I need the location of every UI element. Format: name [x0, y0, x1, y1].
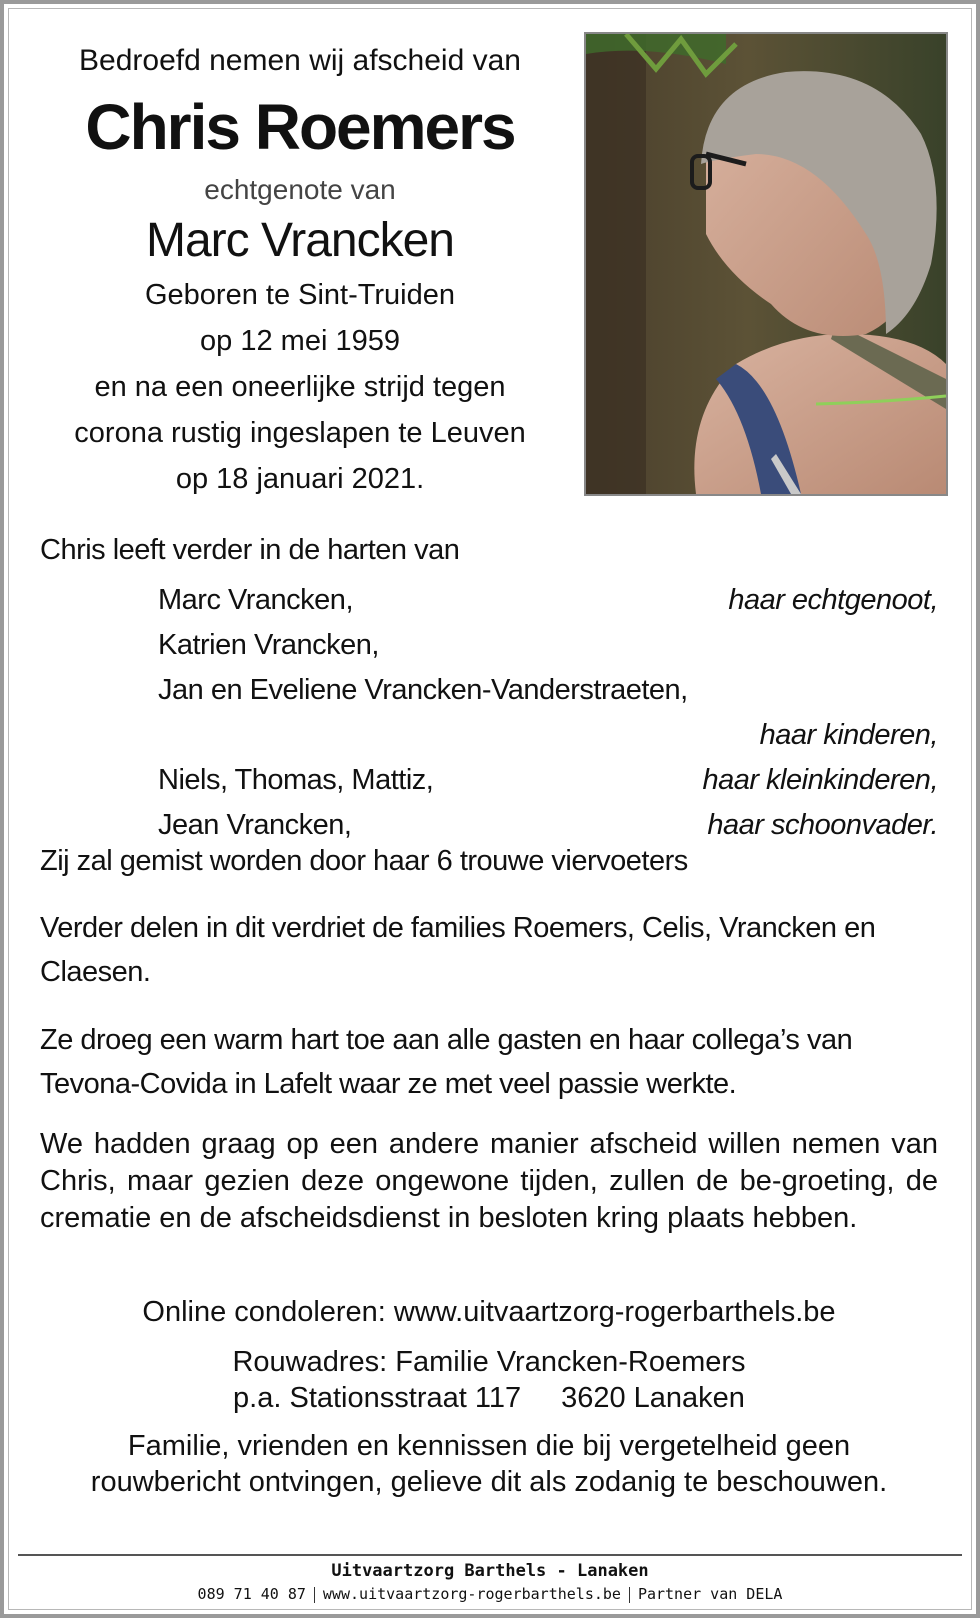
survivor-row: [158, 623, 938, 668]
passing-text: corona rustig ingeslapen te Leuven: [74, 417, 526, 449]
survivor-name: Jan en Eveliene Vrancken-Vanderstraeten,: [158, 674, 688, 706]
survivor-name: Jean Vrancken,: [158, 809, 352, 841]
survivor-relation: haar kinderen,: [759, 719, 938, 751]
funeral-home-title: Uitvaartzorg Barthels - Lanaken: [331, 1561, 649, 1581]
announcement-header: [40, 38, 560, 502]
survivor-relation: haar echtgenoot,: [728, 584, 938, 616]
portrait-photo: [584, 32, 948, 496]
notice-line-1: Familie, vrienden en kennissen die bij vergetelheid geen: [127, 1430, 851, 1462]
survivor-name: Niels, Thomas, Mattiz,: [158, 764, 434, 796]
spouse-name: Marc Vrancken: [146, 214, 454, 267]
survivor-name: Katrien Vrancken,: [158, 629, 379, 661]
address-line: Rouwadres: Familie Vrancken-Roemers: [232, 1346, 746, 1378]
farewell-paragraph: We hadden graag op een andere manier afscheid willen nemen van Chris, maar gezien deze ongewone tijden, zullen de be-groeting, de crematie en de afscheidsdienst in besloten kring plaats hebben.: [40, 1128, 938, 1234]
footer-info: [0, 1583, 980, 1605]
street-city-line: [40, 1380, 938, 1416]
footer-separator: [629, 1587, 630, 1603]
survivors-lead: Chris leeft verder in de harten van: [40, 534, 460, 566]
survivor-row: [158, 578, 938, 623]
portrait-illustration: [586, 34, 946, 494]
online-condolences: Online condoleren: www.uitvaartzorg-rogerbarthels.be: [142, 1296, 836, 1328]
survivor-name: Marc Vrancken,: [158, 584, 353, 616]
survivor-row: [158, 758, 938, 803]
survivors-list: [158, 578, 938, 848]
struggle-text: en na een oneerlijke strijd tegen: [94, 371, 506, 403]
footer-partner: Partner van DELA: [637, 1585, 783, 1603]
notice-line-2: rouwbericht ontvingen, gelieve dit als zodanig te beschouwen.: [90, 1466, 888, 1498]
pets-paragraph: Zij zal gemist worden door haar 6 trouwe viervoeters: [40, 845, 688, 877]
city: 3620 Lanaken: [561, 1382, 745, 1414]
footer-website[interactable]: www.uitvaartzorg-rogerbarthels.be: [322, 1585, 621, 1603]
deceased-name: Chris Roemers: [85, 91, 515, 163]
families-paragraph: Verder delen in dit verdriet de families Roemers, Celis, Vrancken en Claesen.: [40, 912, 876, 988]
death-date: op 18 januari 2021.: [175, 463, 425, 495]
survivor-relation: haar schoonvader.: [707, 809, 938, 841]
colleagues-paragraph: Ze droeg een warm hart toe aan alle gasten en haar collega’s van Tevona-Covida in Lafelt waar ze met veel passie werkte.: [40, 1024, 853, 1100]
footer-divider: [18, 1554, 962, 1556]
survivor-row: [158, 668, 938, 713]
birth-date: op 12 mei 1959: [200, 325, 400, 357]
spouse-label: echtgenote van: [204, 174, 396, 205]
footer-phone: 089 71 40 87: [197, 1585, 306, 1603]
survivor-row: [158, 713, 938, 758]
survivor-relation: haar kleinkinderen,: [702, 764, 938, 796]
footer-separator: [314, 1587, 315, 1603]
intro-text: Bedroefd nemen wij afscheid van: [79, 44, 521, 77]
street: p.a. Stationsstraat 117: [233, 1382, 522, 1414]
birth-place: Geboren te Sint-Truiden: [144, 279, 456, 311]
